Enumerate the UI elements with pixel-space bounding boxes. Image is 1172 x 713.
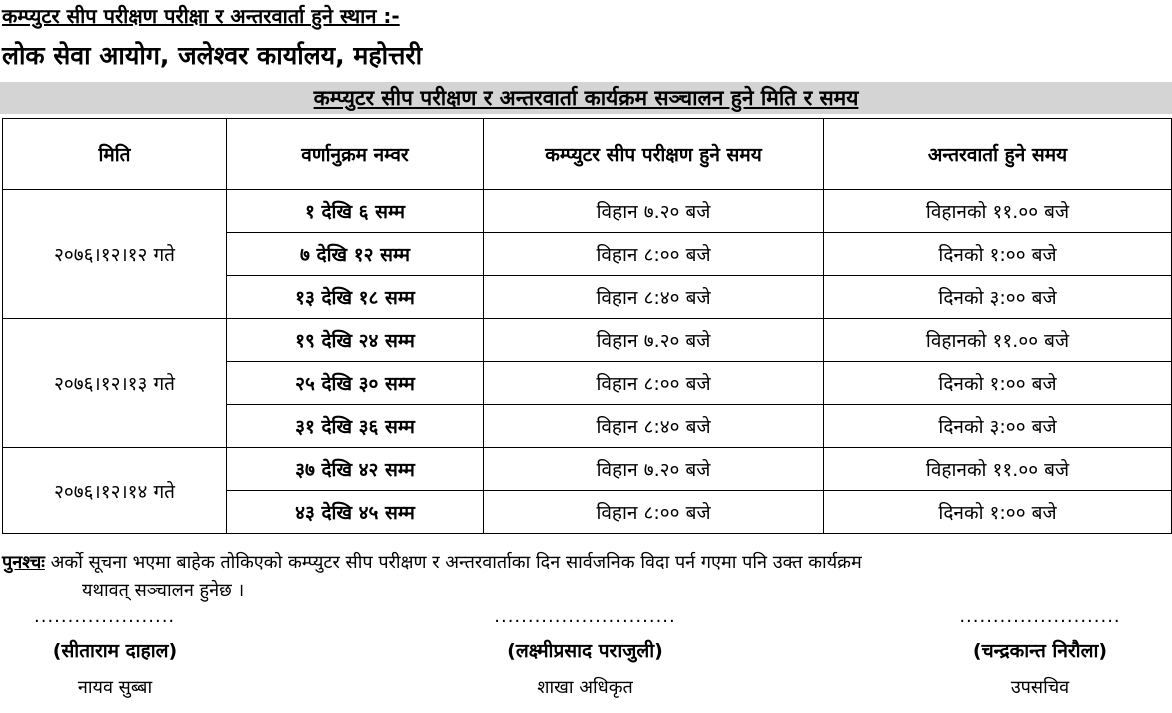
note-label: पुनश्चः bbox=[2, 552, 45, 573]
signature-block bbox=[20, 606, 210, 699]
banner-title: कम्प्युटर सीप परीक्षण र अन्तरवार्ता कार्यक्रम सञ्चालन हुने मिति र समय bbox=[313, 86, 859, 110]
signature-line: ........................ bbox=[959, 606, 1121, 627]
table-row bbox=[3, 190, 1172, 233]
signatory-designation: शाखा अधिकृत bbox=[537, 677, 633, 698]
column-header-date: मिति bbox=[3, 119, 227, 190]
date-cell: २०७६।१२।१२ गते bbox=[3, 190, 227, 319]
column-header-computer-test-time: कम्प्युटर सीप परीक्षण हुने समय bbox=[484, 119, 824, 190]
venue-name: लोक सेवा आयोग, जलेश्वर कार्यालय, महोत्तरी bbox=[2, 41, 423, 70]
interview-time-cell: विहानको ११.०० बजे bbox=[824, 448, 1172, 491]
computer-time-cell: विहान ७.२० बजे bbox=[484, 190, 824, 233]
roll-range-cell: ७ देखि १२ सम्म bbox=[227, 233, 484, 276]
schedule-banner bbox=[0, 82, 1172, 114]
roll-range-cell: ३१ देखि ३६ सम्म bbox=[227, 405, 484, 448]
interview-time-cell: विहानको ११.०० बजे bbox=[824, 319, 1172, 362]
date-cell: २०७६।१२।१४ गते bbox=[3, 448, 227, 534]
postscript-note bbox=[2, 550, 1170, 602]
interview-time-cell: विहानको ११.०० बजे bbox=[824, 190, 1172, 233]
table-row bbox=[3, 319, 1172, 362]
computer-time-cell: विहान ८:४० बजे bbox=[484, 405, 824, 448]
signatory-name: (चन्द्रकान्त निरौला) bbox=[972, 640, 1108, 662]
signature-line: ..................... bbox=[34, 606, 176, 627]
roll-range-cell: १ देखि ६ सम्म bbox=[227, 190, 484, 233]
signatory-designation: उपसचिव bbox=[1010, 677, 1070, 698]
interview-time-cell: दिनको १:०० बजे bbox=[824, 491, 1172, 534]
date-cell: २०७६।१२।१३ गते bbox=[3, 319, 227, 448]
column-header-interview-time: अन्तरवार्ता हुने समय bbox=[824, 119, 1172, 190]
venue-heading: कम्प्युटर सीप परीक्षण परीक्षा र अन्तरवार्ता हुने स्थान :- bbox=[2, 4, 400, 28]
signature-block bbox=[940, 606, 1140, 699]
computer-time-cell: विहान ८:०० बजे bbox=[484, 491, 824, 534]
signature-line: ........................... bbox=[494, 606, 676, 627]
signatory-name: (सीताराम दाहाल) bbox=[52, 640, 178, 662]
roll-range-cell: १३ देखि १८ सम्म bbox=[227, 276, 484, 319]
roll-range-cell: १९ देखि २४ सम्म bbox=[227, 319, 484, 362]
roll-range-cell: २५ देखि ३० सम्म bbox=[227, 362, 484, 405]
roll-range-cell: ३७ देखि ४२ सम्म bbox=[227, 448, 484, 491]
interview-time-cell: दिनको १:०० बजे bbox=[824, 233, 1172, 276]
signature-block bbox=[470, 606, 700, 699]
note-text-1: अर्को सूचना भएमा बाहेक तोकिएको कम्प्युटर सीप परीक्षण र अन्तरवार्ताका दिन सार्वजनिक विदा पर्न गएमा पनि उक्त कार्यक्रम bbox=[50, 552, 862, 573]
table-row bbox=[3, 448, 1172, 491]
schedule-table bbox=[2, 118, 1172, 534]
signatory-name: (लक्ष्मीप्रसाद पराजुली) bbox=[507, 640, 663, 662]
interview-time-cell: दिनको १:०० बजे bbox=[824, 362, 1172, 405]
computer-time-cell: विहान ८:०० बजे bbox=[484, 362, 824, 405]
note-line-1 bbox=[2, 550, 1170, 574]
computer-time-cell: विहान ७.२० बजे bbox=[484, 319, 824, 362]
column-header-roll-range: वर्णानुक्रम नम्वर bbox=[227, 119, 484, 190]
signatory-designation: नायव सुब्बा bbox=[77, 677, 153, 698]
computer-time-cell: विहान ७.२० बजे bbox=[484, 448, 824, 491]
table-header-row bbox=[3, 119, 1172, 190]
note-line-2: यथावत् सञ्चालन हुनेछ । bbox=[82, 580, 245, 601]
computer-time-cell: विहान ८:४० बजे bbox=[484, 276, 824, 319]
roll-range-cell: ४३ देखि ४५ सम्म bbox=[227, 491, 484, 534]
computer-time-cell: विहान ८:०० बजे bbox=[484, 233, 824, 276]
interview-time-cell: दिनको ३:०० बजे bbox=[824, 276, 1172, 319]
interview-time-cell: दिनको ३:०० बजे bbox=[824, 405, 1172, 448]
